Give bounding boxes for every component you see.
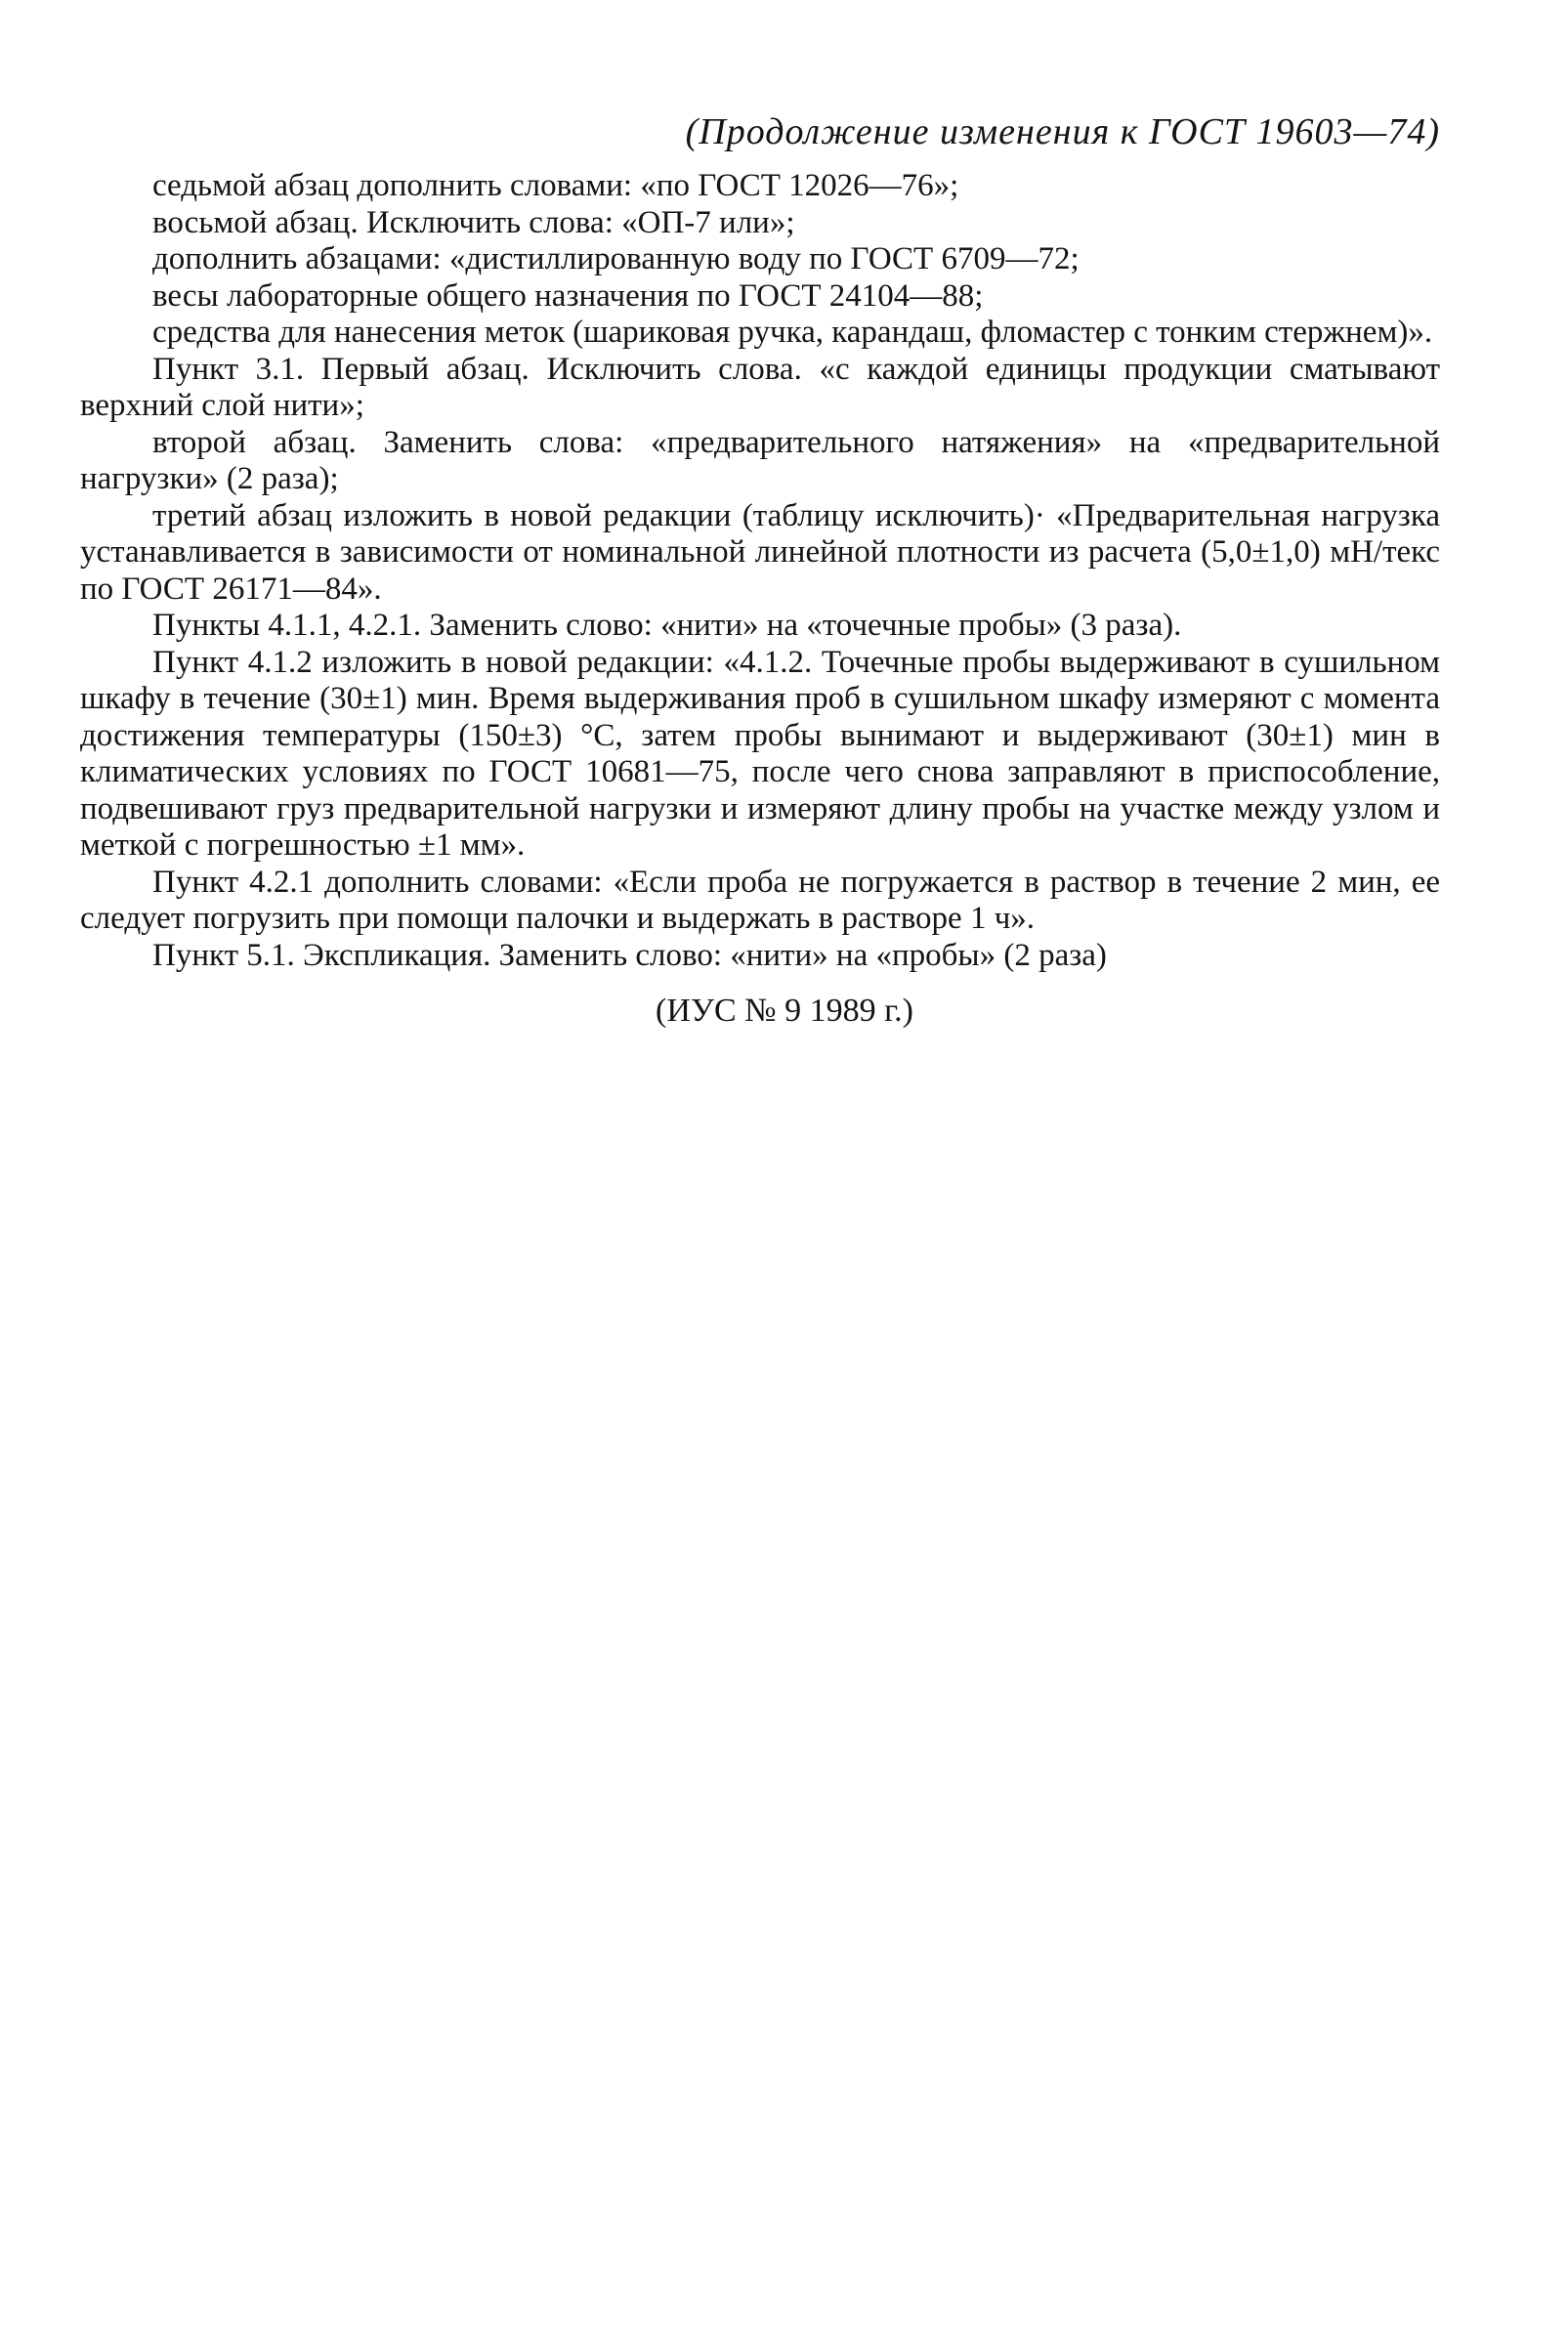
document-page [80,109,1440,1033]
paragraph-item-5-1: Пункт 5.1. Экспликация. Заменить слово: «нити» на «пробы» (2 раза) [152,937,1107,973]
paragraph-marking-tools: средства для нанесения меток (шариковая ручка, карандаш, фломастер с тонким стержнем)». [152,315,1433,350]
paragraph-item-4-2-1: Пункт 4.2.1 дополнить словами: «Если проба не погружается в раствор в течение 2 мин, ее следует погрузить при помощи палочки и выдержать в растворе 1 ч». [80,864,1440,936]
paragraph-item-3-1: Пункт 3.1. Первый абзац. Исключить слова. «с каждой единицы продукции сматывают верхний слой нити»; [80,351,1440,423]
continuation-header: (Продолжение изменения к ГОСТ 19603—74) [685,111,1440,152]
paragraph-item-4-1-2: Пункт 4.1.2 изложить в новой редакции: «4.1.2. Точечные пробы выдерживают в сушильном шкафу в течение (30±1) мин. Время выдерживания проб в сушильном шкафу измеряют с момента достижения температуры (150±3) °С, затем пробы вынимают и выдерживают (30±1) мин в климатических условиях по ГОСТ 10681—75, после чего снова заправляют в приспособление, подвешивают груз предварительной нагрузки и измеряют длину пробы на участке между узлом и меткой с погрешностью ±1 мм». [80,644,1440,863]
paragraph-items-4-1-1: Пункты 4.1.1, 4.2.1. Заменить слово: «нити» на «точечные пробы» (3 раза). [152,608,1182,643]
paragraph-scales: весы лабораторные общего назначения по ГОСТ 24104—88; [152,277,984,314]
paragraph-add-abzacs: дополнить абзацами: «дистиллированную воду по ГОСТ 6709—72; [152,241,1080,276]
paragraph-second-abzac: второй абзац. Заменить слова: «предварительного натяжения» на «предварительной нагрузки» (2 раза); [80,424,1440,496]
amendment-text [80,168,1440,974]
paragraph-eighth-abzac: восьмой абзац. Исключить слова: «ОП-7 или»; [152,204,795,240]
ius-citation: (ИУС № 9 1989 г.) [656,993,913,1029]
paragraph-third-abzac: третий абзац изложить в новой редакции (таблицу исключить)· «Предварительная нагрузка устанавливается в зависимости от номинальной линейной плотности из расчета (5,0±1,0) мН/текс по ГОСТ 26171—84». [80,497,1440,607]
paragraph-seventh-abzac: седьмой абзац дополнить словами: «по ГОСТ 12026—76»; [152,168,959,203]
